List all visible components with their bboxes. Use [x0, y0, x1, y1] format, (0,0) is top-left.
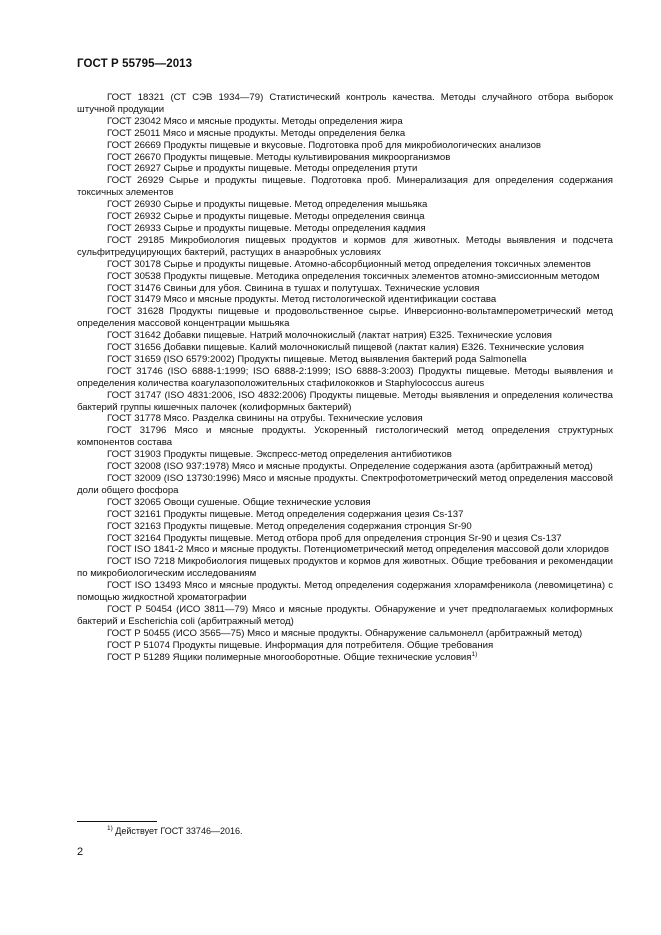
reference-text: ГОСТ 32161 Продукты пищевые. Метод определения содержания цезия Cs-137: [107, 508, 464, 520]
reference-text: ГОСТ 26930 Сырье и продукты пищевые. Метод определения мышьяка: [107, 199, 428, 211]
reference-text: ГОСТ 26669 Продукты пищевые и вкусовые. Подготовка проб для микробиологических анализов: [107, 139, 542, 151]
reference-text: ГОСТ Р 51074 Продукты пищевые. Информация для потребителя. Общие требования: [107, 639, 494, 651]
reference-text: ГОСТ ISO 13493 Мясо и мясные продукты. Метод определения содержания хлорамфеникола (левомицетина) с помощью жидкостной хроматографии: [77, 580, 613, 604]
reference-item: [77, 259, 613, 271]
reference-item: [77, 521, 613, 533]
reference-item: [77, 390, 613, 414]
reference-item: [77, 92, 613, 116]
reference-item: [77, 354, 613, 366]
reference-text: ГОСТ 31778 Мясо. Разделка свинины на отрубы. Технические условия: [107, 413, 423, 425]
reference-item: [77, 533, 613, 545]
reference-item: [77, 271, 613, 283]
document-header: ГОСТ Р 55795—2013: [77, 58, 193, 70]
reference-item: [77, 140, 613, 152]
reference-text: ГОСТ 26927 Сырье и продукты пищевые. Методы определения ртути: [107, 163, 418, 175]
footnote-separator: [77, 821, 157, 822]
reference-text: ГОСТ 31903 Продукты пищевые. Экспресс-метод определения антибиотиков: [107, 449, 452, 461]
reference-text: ГОСТ 31796 Мясо и мясные продукты. Ускоренный гистологический метод определения структурных компонентов состава: [77, 425, 613, 449]
reference-item: [77, 580, 613, 604]
page-number: 2: [77, 846, 84, 858]
reference-item: [77, 509, 613, 521]
reference-item: [77, 544, 613, 556]
reference-text: ГОСТ 32009 (ISO 13730:1996) Мясо и мясные продукты. Спектрофотометрический метод определения массовой доли общего фосфора: [77, 473, 613, 496]
reference-item: [77, 652, 613, 664]
reference-text: ГОСТ 32008 (ISO 937:1978) Мясо и мясные продукты. Определение содержания азота (арбитражный метод): [107, 461, 593, 473]
reference-text: ГОСТ Р 51289 Ящики полимерные многооборотные. Общие технические условия: [107, 651, 472, 663]
reference-text: ГОСТ 29185 Микробиология пищевых продуктов и кормов для животных. Методы выявления и подсчета сульфитредуцирующих бактерий, растущих в анаэробных условиях: [77, 234, 613, 258]
reference-item: [77, 449, 613, 461]
reference-item: [77, 425, 613, 449]
reference-text: ГОСТ 32163 Продукты пищевые. Метод определения содержания стронция Sr-90: [107, 520, 472, 532]
reference-item: [77, 342, 613, 354]
reference-text: ГОСТ Р 50454 (ИСО 3811—79) Мясо и мясные продукты. Обнаружение и учет предполагаемых колиформных бактерий и Escherichia coli (арбитражный метод): [77, 603, 613, 627]
reference-text: ГОСТ 31747 (ISO 4831:2006, ISO 4832:2006) Продукты пищевые. Методы выявления и определения количества бактерий группы кишечных палочек (колиформных бактерий): [77, 389, 613, 413]
reference-text: ГОСТ 25011 Мясо и мясные продукты. Методы определения белка: [107, 127, 406, 139]
reference-item: [77, 152, 613, 164]
reference-item: [77, 283, 613, 295]
reference-item: [77, 211, 613, 223]
reference-item: [77, 497, 613, 509]
reference-item: [77, 556, 613, 580]
reference-item: [77, 473, 613, 497]
reference-text: ГОСТ 31642 Добавки пищевые. Натрий молочнокислый (лактат натрия) Е325. Технические условия: [107, 330, 552, 342]
reference-item: [77, 366, 613, 390]
reference-text: ГОСТ 31479 Мясо и мясные продукты. Метод гистологической идентификации состава: [107, 294, 497, 306]
reference-item: [77, 640, 613, 652]
reference-text: ГОСТ 32164 Продукты пищевые. Метод отбора проб для определения стронция Sr-90 и цезия Cs-137: [107, 532, 562, 544]
reference-text: ГОСТ 31476 Свиньи для убоя. Свинина в тушах и полутушах. Технические условия: [107, 282, 480, 294]
reference-item: [77, 199, 613, 211]
reference-text: ГОСТ 30538 Продукты пищевые. Методика определения токсичных элементов атомно-эмиссионным методом: [107, 270, 600, 282]
reference-item: [77, 604, 613, 628]
reference-item: [77, 413, 613, 425]
reference-item: [77, 163, 613, 175]
reference-text: ГОСТ 31628 Продукты пищевые и продовольственное сырье. Инверсионно-вольтамперометрический метод определения массовой концентрации мышьяка: [77, 306, 613, 330]
reference-item: [77, 330, 613, 342]
reference-text: ГОСТ 31746 (ISO 6888-1:1999; ISO 6888-2:1999; ISO 6888-3:2003) Продукты пищевые. Методы выявления и определения количества коагулазоположительных стафилококков и Staphylococcus aureus: [77, 365, 613, 389]
reference-item: [77, 116, 613, 128]
reference-item: [77, 223, 613, 235]
reference-text: ГОСТ 26932 Сырье и продукты пищевые. Методы определения свинца: [107, 211, 425, 223]
reference-text: ГОСТ 26933 Сырье и продукты пищевые. Методы определения кадмия: [107, 222, 426, 234]
reference-text: ГОСТ 26929 Сырье и продукты пищевые. Подготовка проб. Минерализация для определения содержания токсичных элементов: [77, 175, 613, 199]
normative-references-list: [77, 92, 613, 664]
reference-text: ГОСТ Р 50455 (ИСО 3565—75) Мясо и мясные продукты. Обнаружение сальмонелл (арбитражный метод): [107, 627, 583, 639]
reference-item: [77, 294, 613, 306]
reference-text: ГОСТ 23042 Мясо и мясные продукты. Методы определения жира: [107, 115, 403, 127]
footnote-reference-marker: 1): [471, 650, 478, 658]
reference-text: ГОСТ 31656 Добавки пищевые. Калий молочнокислый пищевой (лактат калия) Е326. Технические условия: [107, 342, 584, 354]
reference-text: ГОСТ ISO 1841-2 Мясо и мясные продукты. Потенциометрический метод определения массовой доли хлоридов: [107, 544, 609, 556]
reference-text: ГОСТ ISO 7218 Микробиология пищевых продуктов и кормов для животных. Общие требования и рекомендации по микробиологическим исследованиям: [77, 556, 613, 580]
reference-text: ГОСТ 30178 Сырье и продукты пищевые. Атомно-абсорбционный метод определения токсичных элементов: [107, 258, 591, 270]
reference-text: ГОСТ 31659 (ISO 6579:2002) Продукты пищевые. Метод выявления бактерий рода Salmonella: [107, 353, 527, 365]
reference-text: ГОСТ 18321 (СТ СЭВ 1934—79) Статистический контроль качества. Методы случайного отбора выборок штучной продукции: [77, 92, 613, 115]
footnote-text: Действует ГОСТ 33746—2016.: [115, 826, 243, 836]
reference-item: [77, 128, 613, 140]
footnote-marker: 1): [107, 825, 113, 832]
reference-item: [77, 306, 613, 330]
reference-text: ГОСТ 32065 Овощи сушеные. Общие технические условия: [107, 496, 371, 508]
reference-item: [77, 175, 613, 199]
reference-item: [77, 628, 613, 640]
reference-item: [77, 461, 613, 473]
reference-item: [77, 235, 613, 259]
footnote: [107, 826, 242, 837]
reference-text: ГОСТ 26670 Продукты пищевые. Методы культивирования микроорганизмов: [107, 151, 451, 163]
